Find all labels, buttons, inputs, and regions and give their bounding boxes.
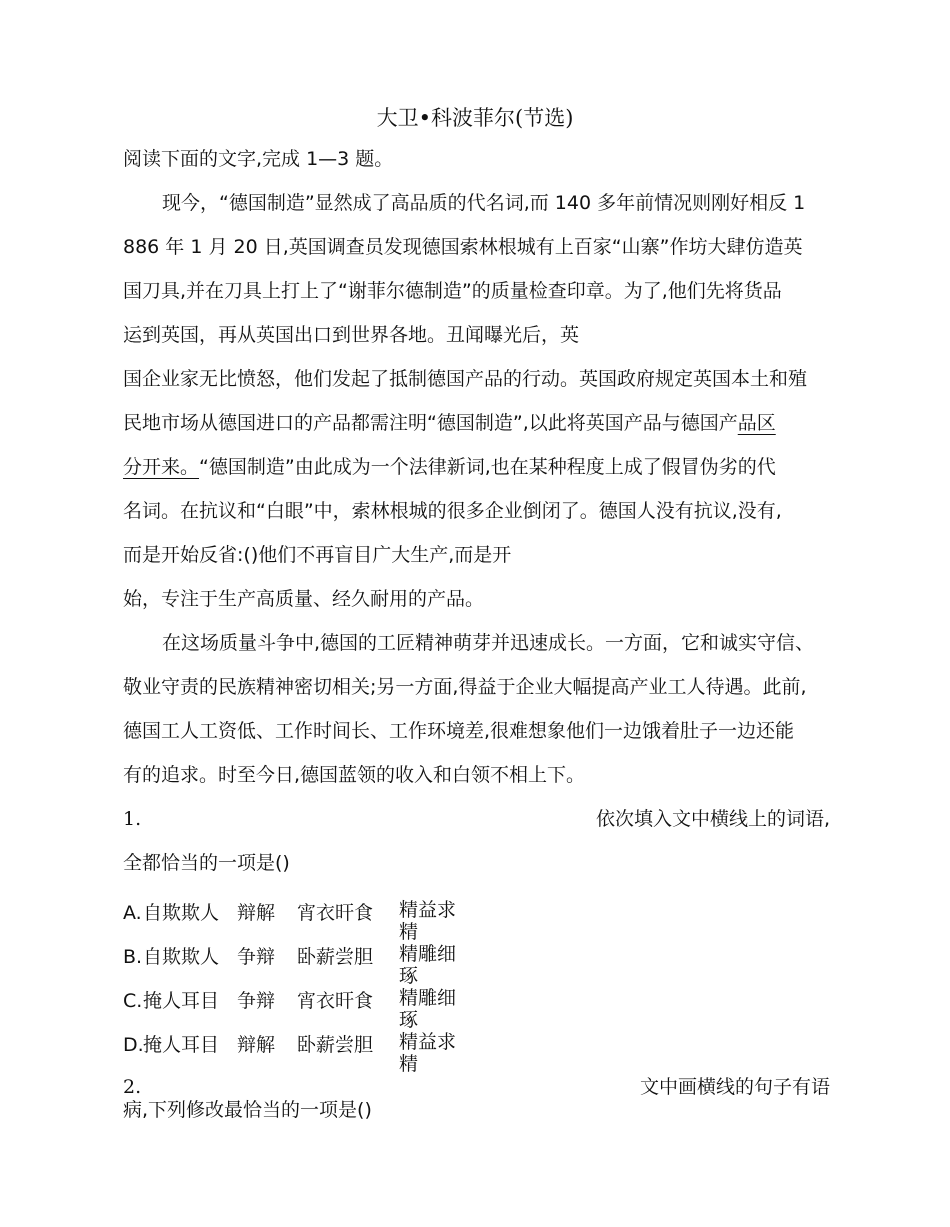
underlined-sentence: 分开来。 (123, 456, 200, 478)
passage-line: 国企业家无比愤怒，他们发起了抵制德国产品的行动。英国政府规定英国本土和殖 (123, 368, 808, 390)
option-label: B. (123, 946, 143, 968)
option-word: 辩解 (237, 1034, 276, 1056)
passage-line: 国刀具,并在刀具上打上了“谢菲尔德制造”的质量检查印章。为了,他们先将货品 (123, 280, 782, 302)
passage-line: 德国工人工资低、工作时间长、工作环境差,很难想象他们一边饿着肚子一边还能 (123, 720, 795, 742)
passage-line: 现今，“德国制造”显然成了高品质的代名词,而 140 多年前情况则刚好相反 1 (162, 192, 806, 214)
question-stem: 全都恰当的一项是() (123, 852, 290, 874)
passage-text: 民地市场从德国进口的产品都需注明“德国制造”,以此将英国产品与德国产 (123, 412, 738, 434)
option-word: 卧薪尝胆 (297, 1034, 374, 1056)
document-title: 大卫•科波菲尔(节选) (376, 106, 574, 130)
option-word: 自欺欺人 (143, 946, 220, 968)
passage-line: 敬业守责的民族精神密切相关;另一方面,得益于企业大幅提高产业工人待遇。此前, (123, 676, 807, 698)
option-word: 精雕细琢 (399, 987, 457, 1031)
option-label: A. (123, 902, 142, 924)
question-stem: 病,下列修改最恰当的一项是() (123, 1099, 372, 1121)
passage-line (123, 455, 776, 479)
question-text: 文中画横线的句子有语 (639, 1076, 830, 1098)
passage-line: 有的追求。时至今日,德国蓝领的收入和白领不相上下。 (123, 764, 586, 786)
option-word: 争辩 (237, 990, 276, 1012)
option-word: 宵衣旰食 (297, 902, 374, 924)
option-word: 精雕细琢 (399, 943, 457, 987)
option-word: 辩解 (237, 902, 276, 924)
option-label: D. (123, 1034, 144, 1056)
passage-line: 而是开始反省:()他们不再盲目广大生产,而是开 (123, 544, 512, 566)
question-number: 2. (123, 1076, 142, 1098)
instruction-text: 阅读下面的文字,完成 1—3 题。 (123, 148, 394, 170)
underlined-sentence: 品区 (737, 412, 776, 434)
question-text: 依次填入文中横线上的词语, (595, 808, 830, 830)
option-label: C. (123, 990, 143, 1012)
option-word: 卧薪尝胆 (297, 946, 374, 968)
passage-line: 始，专注于生产高质量、经久耐用的产品。 (123, 588, 485, 610)
option-word: 掩人耳目 (143, 1034, 220, 1056)
option-word: 掩人耳目 (143, 990, 220, 1012)
passage-text: “德国制造”由此成为一个法律新词,也在某种程度上成了假冒伪劣的代 (199, 456, 776, 478)
passage-line: 886 年 1 月 20 日,英国调查员发现德国索林根城有上百家“山寨”作坊大肆仿造英 (123, 236, 803, 258)
option-word: 争辩 (237, 946, 276, 968)
option-word: 精益求精 (399, 899, 457, 943)
option-word: 自欺欺人 (143, 902, 220, 924)
question-number: 1. (123, 808, 142, 830)
passage-line: 运到英国，再从英国出口到世界各地。丑闻曝光后，英 (123, 324, 580, 346)
passage-line: 在这场质量斗争中,德国的工匠精神萌芽并迅速成长。一方面，它和诚实守信、 (162, 632, 815, 654)
option-word: 宵衣旰食 (297, 990, 374, 1012)
passage-line (123, 411, 776, 435)
option-word: 精益求精 (399, 1031, 457, 1075)
passage-line: 名词。在抗议和“白眼”中，索林根城的很多企业倒闭了。德国人没有抗议,没有, (123, 500, 782, 522)
